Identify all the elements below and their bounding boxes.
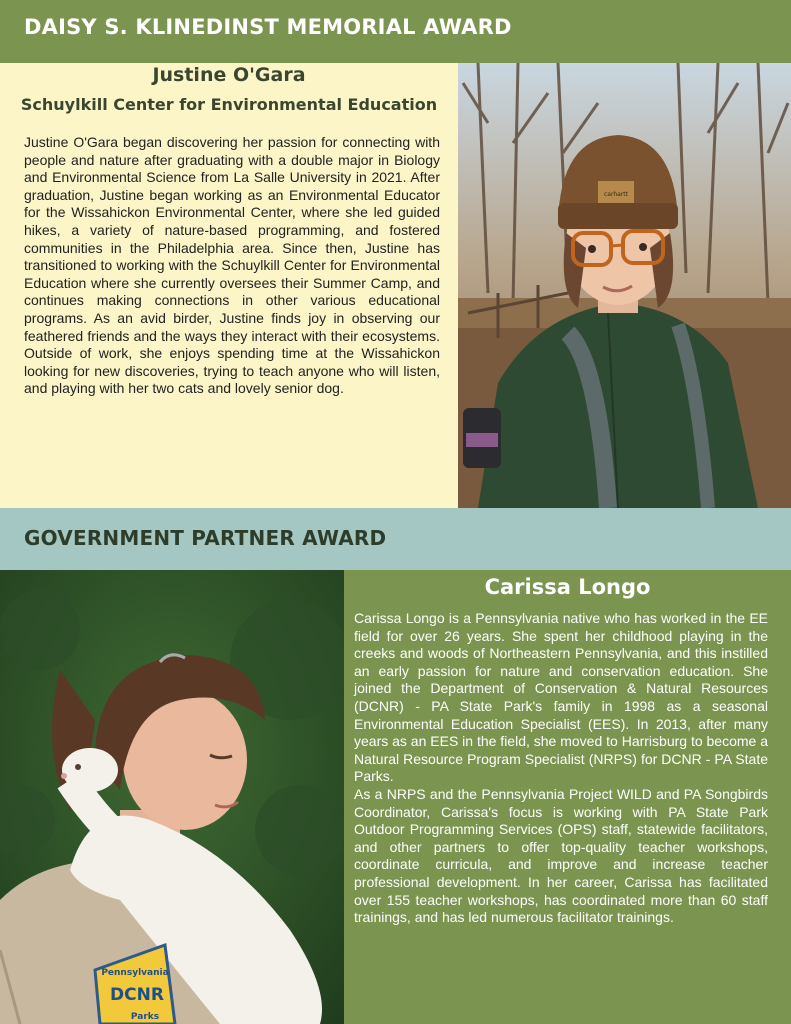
- award2-header-band: [0, 508, 791, 570]
- award2-recipient-name: Carissa Longo: [484, 575, 651, 599]
- patch-text-2: DCNR: [110, 985, 164, 1005]
- award2-heading: GOVERNMENT PARTNER AWARD: [24, 526, 387, 550]
- award1-recipient-photo: [458, 63, 791, 508]
- hat-label: carhartt: [604, 191, 628, 198]
- patch-text-3: Parks: [130, 1012, 160, 1022]
- award1-recipient-name: Justine O'Gara: [152, 64, 306, 86]
- award1-bio: Justine O'Gara began discovering her passion for connecting with people and nature after graduating with a double major in Biology and Environmental Science from La Salle University in 2021. After graduation, Justine began working as an Environmental Educator for the Wissahickon Environmental Center, where she led guided hikes, a variety of nature-based programming, and fostered communities in the Philadelphia area. Since then, Justine has transitioned to working with the Schuylkill Center for Environmental Education where she currently oversees their Summer Camp, and continues making connections in other various educational programs. As an avid birder, Justine finds joy in observing our feathered friends and the ways they interact with their ecosystems. Outside of work, she enjoys spending time at the Wissahickon looking for new discoveries, trying to teach anyone who will listen, and playing with her two cats and lovely senior dog.: [24, 134, 440, 397]
- award2-bio-paragraph-2: As a NRPS and the Pennsylvania Project WILD and PA Songbirds Coordinator, Carissa's focus is working with PA State Park Outdoor Programming Services (OPS) staff, statewide facilitators, and other partners to offer top-quality teacher workshops, coordinate curricula, and improve and increase teacher professional development. In her career, Carissa has facilitated over 155 teacher workshops, has coordinated more than 60 staff trainings, and has led numerous facilitator trainings.: [354, 785, 768, 926]
- award2-bio: [354, 610, 768, 927]
- award2-bio-paragraph-1: Carissa Longo is a Pennsylvania native who has worked in the EE field for over 26 years. She spent her childhood playing in the creeks and woods of Northeastern Pennsylvania, and this instilled an early passion for nature and conservation education. She joined the Department of Conservation & Natural Resources (DCNR) - PA State Park's family in 1998 as a seasonal Environmental Education Specialist (EES). In 2013, after many years as an EES in the field, she moved to Harrisburg to become a Natural Resource Program Specialist (NRPS) for DCNR - PA State Parks.: [354, 610, 768, 785]
- award1-organization: Schuylkill Center for Environmental Education: [20, 95, 438, 114]
- award2-recipient-photo: [0, 570, 344, 1024]
- award1-header-band: [0, 0, 791, 63]
- award1-heading: DAISY S. KLINEDINST MEMORIAL AWARD: [24, 15, 512, 39]
- patch-text-1: Pennsylvania: [101, 968, 169, 978]
